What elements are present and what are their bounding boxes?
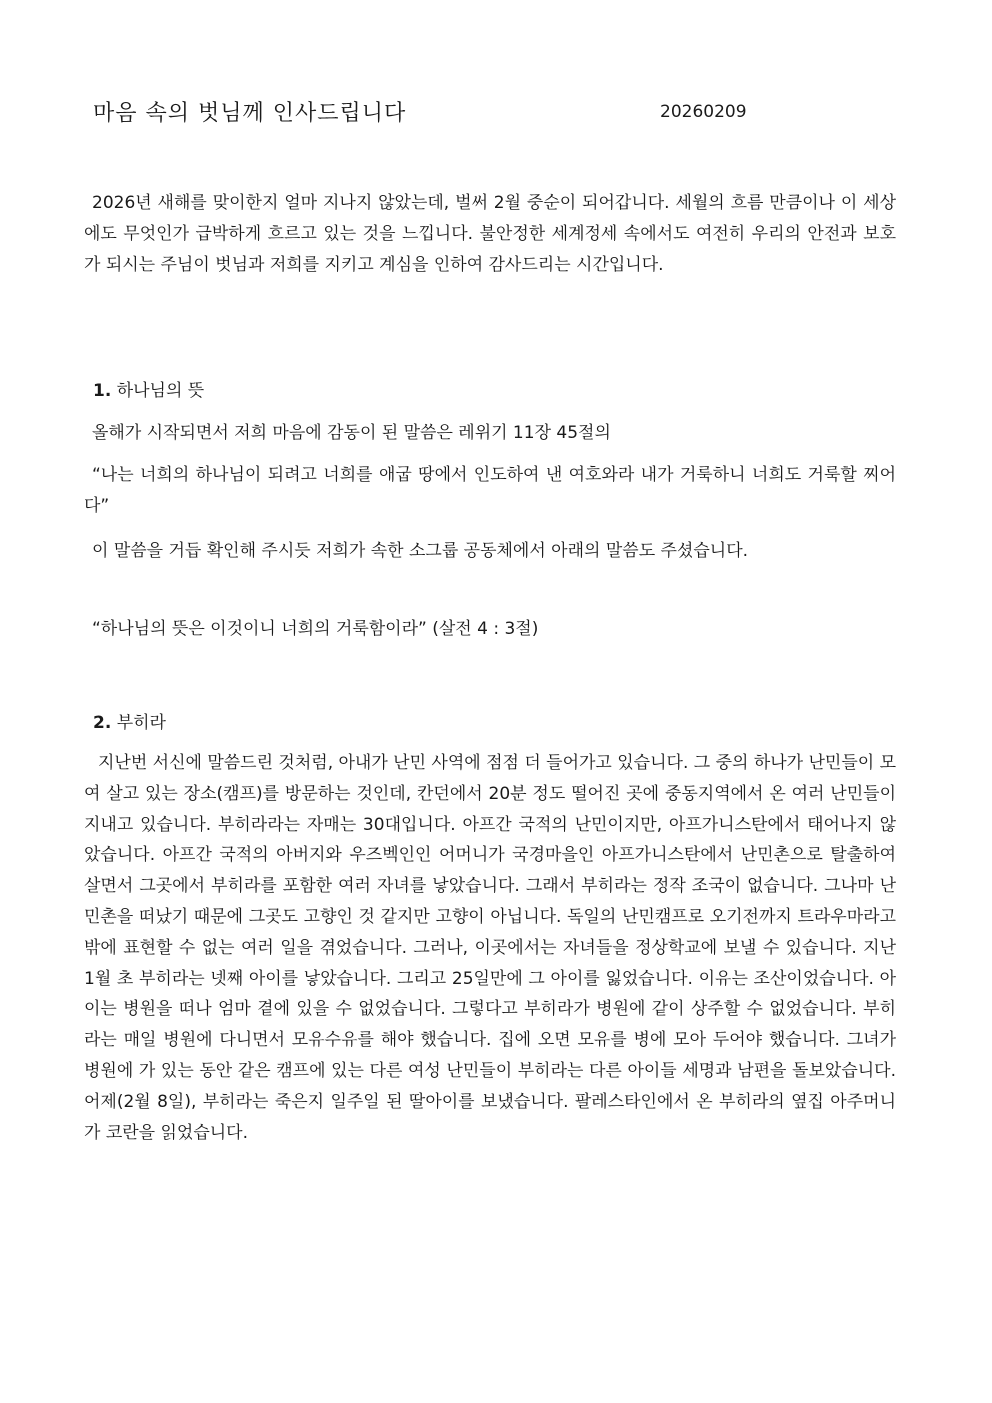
letter-date: 20260209 (660, 102, 747, 122)
section-1-title: 하나님의 뜻 (116, 381, 205, 401)
section-1-paragraph-1: 올해가 시작되면서 저희 마음에 감동이 된 말씀은 레위기 11장 45절의 (92, 423, 611, 443)
section-1-paragraph-2: 이 말씀을 거듭 확인해 주시듯 저희가 속한 소그룹 공동체에서 아래의 말씀도 주셨습니다. (92, 541, 749, 561)
section-1-quote-2: “하나님의 뜻은 이것이니 너희의 거룩함이라” (살전 4 : 3절) (92, 619, 539, 639)
section-2-title: 부히라 (116, 713, 166, 733)
letter-title: 마음 속의 벗님께 인사드립니다 (93, 101, 407, 126)
section-2-heading (93, 708, 166, 733)
section-1-number: 1. (93, 381, 112, 401)
section-1-quote-1: “나는 너희의 하나님이 되려고 너희를 애굽 땅에서 인도하여 낸 여호와라 내가 거룩하니 너희도 거룩할 찌어다” (84, 465, 896, 516)
section-2-body: 지난번 서신에 말씀드린 것처럼, 아내가 난민 사역에 점점 더 들어가고 있습니다. 그 중의 하나가 난민들이 모여 살고 있는 장소(캠프)를 방문하는 것인데, 칸던에서 20분 정도 떨어진 곳에 중동지역에서 온 여러 난민들이 지내고 있습니다. 부히라라는 자매는 30대입니다. 아프간 국적의 난민이지만, 아프가니스탄에서 태어나지 않았습니다. 아프간 국적의 아버지와 우즈벡인인 어머니가 국경마을인 아프가니스탄에서 난민촌으로 탈출하여 살면서 그곳에서 부히라를 포함한 여러 자녀를 낳았습니다. 그래서 부히라는 정작 조국이 없습니다. 그나마 난민촌을 떠났기 때문에 그곳도 고향인 것 같지만 고향이 아닙니다. 독일의 난민캠프로 오기전까지 트라우마라고 밖에 표현할 수 없는 여러 일을 겪었습니다. 그러나, 이곳에서는 자녀들을 정상학교에 보낼 수 있습니다. 지난 1월 초 부히라는 넷째 아이를 낳았습니다. 그리고 25일만에 그 아이를 잃었습니다. 이유는 조산이었습니다. 아이는 병원을 떠나 엄마 곁에 있을 수 없었습니다. 그렇다고 부히라가 병원에 같이 상주할 수 없었습니다. 부히라는 매일 병원에 다니면서 모유수유를 해야 했습니다. 집에 오면 모유를 병에 모아 두어야 했습니다. 그녀가 병원에 가 있는 동안 같은 캠프에 있는 다른 여성 난민들이 부히라는 다른 아이들 세명과 남편을 돌보았습니다. 어제(2월 8일), 부히라는 죽은지 일주일 된 딸아이를 보냈습니다. 팔레스타인에서 온 부히라의 옆집 아주머니가 코란을 읽었습니다. (84, 753, 897, 1143)
section-1-heading (93, 376, 204, 401)
section-2-number: 2. (93, 713, 112, 733)
intro-paragraph: 2026년 새해를 맞이한지 얼마 지나지 않았는데, 벌써 2월 중순이 되어갑니다. 세월의 흐름 만큼이나 이 세상에도 무엇인가 급박하게 흐르고 있는 것을 느낍니다. 불안정한 세계정세 속에서도 여전히 우리의 안전과 보호가 되시는 주님이 벗님과 저희를 지키고 계심을 인하여 감사드리는 시간입니다. (84, 193, 896, 275)
